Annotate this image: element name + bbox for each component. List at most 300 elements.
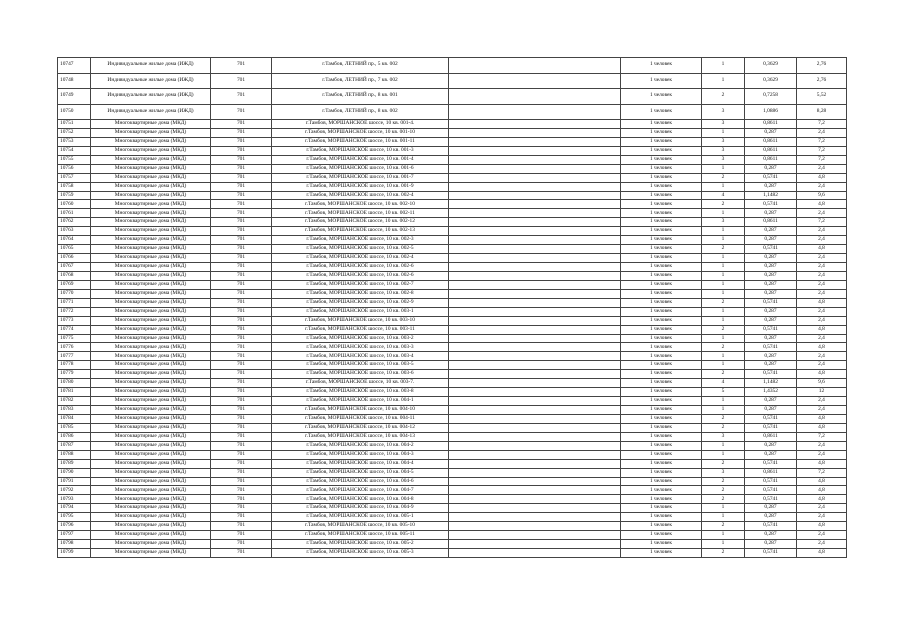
row-id-cell: 10758 <box>58 182 91 191</box>
service-code-cell: 701 <box>211 120 272 129</box>
address-cell: г.Тамбов, МОРШАНСКОЕ шоссе, 10 кв. 004-4 <box>272 459 449 468</box>
unit-cell: 1 человек <box>621 227 702 236</box>
value-2-cell: 4,8 <box>797 200 847 209</box>
row-id-cell: 10762 <box>58 218 91 227</box>
unit-cell: 1 человек <box>621 307 702 316</box>
row-id-cell: 10765 <box>58 245 91 254</box>
row-id-cell: 10761 <box>58 209 91 218</box>
value-1-cell: 0,287 <box>745 227 797 236</box>
building-type-cell: Многоквартирные дома (МКД) <box>91 263 211 272</box>
service-code-cell: 701 <box>211 289 272 298</box>
table-row <box>58 89 847 105</box>
address-cell: г.Тамбов, ЛЕТНИЙ пр., 5 кв. 002 <box>272 58 449 74</box>
address-cell: г.Тамбов, МОРШАНСКОЕ шоссе, 10 кв. 001-3 <box>272 146 449 155</box>
empty-cell <box>449 73 621 89</box>
table-row <box>58 334 847 343</box>
unit-cell: 1 человек <box>621 397 702 406</box>
table-row <box>58 325 847 334</box>
unit-cell: 1 человек <box>621 218 702 227</box>
row-id-cell: 10771 <box>58 298 91 307</box>
count-cell: 4 <box>702 191 745 200</box>
row-id-cell: 10764 <box>58 236 91 245</box>
unit-cell: 1 человек <box>621 352 702 361</box>
service-code-cell: 701 <box>211 522 272 531</box>
value-1-cell: 0,287 <box>745 128 797 137</box>
address-cell: г.Тамбов, МОРШАНСКОЕ шоссе, 10 кв. 002-4 <box>272 191 449 200</box>
unit-cell: 1 человек <box>621 182 702 191</box>
address-cell: г.Тамбов, МОРШАНСКОЕ шоссе, 10 кв. 002-11 <box>272 209 449 218</box>
table-row <box>58 522 847 531</box>
address-cell: г.Тамбов, МОРШАНСКОЕ шоссе, 10 кв. 002-9 <box>272 298 449 307</box>
row-id-cell: 10751 <box>58 120 91 129</box>
empty-cell <box>449 209 621 218</box>
building-type-cell: Многоквартирные дома (МКД) <box>91 486 211 495</box>
unit-cell: 1 человек <box>621 200 702 209</box>
row-id-cell: 10798 <box>58 540 91 549</box>
empty-cell <box>449 361 621 370</box>
row-id-cell: 10747 <box>58 58 91 74</box>
value-1-cell: 0,5741 <box>745 343 797 352</box>
count-cell: 3 <box>702 468 745 477</box>
unit-cell: 1 человек <box>621 263 702 272</box>
value-2-cell: 7,2 <box>797 155 847 164</box>
address-cell: г.Тамбов, МОРШАНСКОЕ шоссе, 10 кв. 002-10 <box>272 200 449 209</box>
empty-cell <box>449 406 621 415</box>
value-2-cell: 4,8 <box>797 245 847 254</box>
count-cell: 1 <box>702 397 745 406</box>
count-cell: 1 <box>702 540 745 549</box>
row-id-cell: 10786 <box>58 432 91 441</box>
table-row <box>58 173 847 182</box>
service-code-cell: 701 <box>211 406 272 415</box>
address-cell: г.Тамбов, МОРШАНСКОЕ шоссе, 10 кв. 005-2 <box>272 540 449 549</box>
row-id-cell: 10770 <box>58 289 91 298</box>
value-2-cell: 4,8 <box>797 343 847 352</box>
value-2-cell: 9,6 <box>797 379 847 388</box>
service-code-cell: 701 <box>211 280 272 289</box>
empty-cell <box>449 164 621 173</box>
row-id-cell: 10760 <box>58 200 91 209</box>
row-id-cell: 10774 <box>58 325 91 334</box>
value-2-cell: 2,76 <box>797 73 847 89</box>
empty-cell <box>449 379 621 388</box>
value-2-cell: 4,8 <box>797 486 847 495</box>
unit-cell: 1 человек <box>621 191 702 200</box>
value-2-cell: 5,52 <box>797 89 847 105</box>
unit-cell: 1 человек <box>621 245 702 254</box>
value-2-cell: 4,8 <box>797 370 847 379</box>
table-row <box>58 441 847 450</box>
row-id-cell: 10755 <box>58 155 91 164</box>
address-cell: г.Тамбов, МОРШАНСКОЕ шоссе, 10 кв. 005-11 <box>272 531 449 540</box>
count-cell: 3 <box>702 432 745 441</box>
table-row <box>58 236 847 245</box>
building-type-cell: Многоквартирные дома (МКД) <box>91 361 211 370</box>
building-type-cell: Многоквартирные дома (МКД) <box>91 334 211 343</box>
row-id-cell: 10781 <box>58 388 91 397</box>
count-cell: 2 <box>702 477 745 486</box>
building-type-cell: Многоквартирные дома (МКД) <box>91 298 211 307</box>
value-2-cell: 2,4 <box>797 540 847 549</box>
value-2-cell: 2,4 <box>797 271 847 280</box>
table-row <box>58 450 847 459</box>
value-1-cell: 0,5741 <box>745 486 797 495</box>
value-2-cell: 9,6 <box>797 191 847 200</box>
unit-cell: 1 человек <box>621 468 702 477</box>
address-cell: г.Тамбов, ЛЕТНИЙ пр., 7 кв. 002 <box>272 73 449 89</box>
unit-cell: 1 человек <box>621 459 702 468</box>
service-code-cell: 701 <box>211 316 272 325</box>
unit-cell: 1 человек <box>621 280 702 289</box>
value-2-cell: 4,8 <box>797 495 847 504</box>
unit-cell: 1 человек <box>621 495 702 504</box>
service-code-cell: 701 <box>211 343 272 352</box>
count-cell: 2 <box>702 459 745 468</box>
row-id-cell: 10778 <box>58 361 91 370</box>
value-2-cell: 2,4 <box>797 209 847 218</box>
empty-cell <box>449 334 621 343</box>
building-type-cell: Многоквартирные дома (МКД) <box>91 423 211 432</box>
empty-cell <box>449 89 621 105</box>
service-code-cell: 701 <box>211 361 272 370</box>
address-cell: г.Тамбов, МОРШАНСКОЕ шоссе, 10 кв. 003-8 <box>272 388 449 397</box>
value-2-cell: 7,2 <box>797 468 847 477</box>
unit-cell: 1 человек <box>621 289 702 298</box>
building-type-cell: Многоквартирные дома (МКД) <box>91 254 211 263</box>
value-2-cell: 7,2 <box>797 137 847 146</box>
unit-cell: 1 человек <box>621 209 702 218</box>
address-cell: г.Тамбов, ЛЕТНИЙ пр., 8 кв. 002 <box>272 104 449 120</box>
address-cell: г.Тамбов, МОРШАНСКОЕ шоссе, 10 кв. 002-13 <box>272 227 449 236</box>
empty-cell <box>449 128 621 137</box>
value-2-cell: 2,4 <box>797 504 847 513</box>
building-type-cell: Многоквартирные дома (МКД) <box>91 173 211 182</box>
empty-cell <box>449 540 621 549</box>
building-type-cell: Многоквартирные дома (МКД) <box>91 388 211 397</box>
count-cell: 2 <box>702 298 745 307</box>
empty-cell <box>449 191 621 200</box>
address-cell: г.Тамбов, МОРШАНСКОЕ шоссе, 10 кв. 002-6 <box>272 263 449 272</box>
address-cell: г.Тамбов, МОРШАНСКОЕ шоссе, 10 кв. 004-7 <box>272 486 449 495</box>
table-row <box>58 513 847 522</box>
value-2-cell: 2,76 <box>797 58 847 74</box>
empty-cell <box>449 146 621 155</box>
service-code-cell: 701 <box>211 227 272 236</box>
value-1-cell: 0,8611 <box>745 432 797 441</box>
table-row <box>58 361 847 370</box>
building-type-cell: Многоквартирные дома (МКД) <box>91 316 211 325</box>
building-type-cell: Многоквартирные дома (МКД) <box>91 236 211 245</box>
value-2-cell: 2,4 <box>797 164 847 173</box>
count-cell: 1 <box>702 361 745 370</box>
unit-cell: 1 человек <box>621 540 702 549</box>
value-1-cell: 0,5741 <box>745 414 797 423</box>
service-code-cell: 701 <box>211 164 272 173</box>
service-code-cell: 701 <box>211 307 272 316</box>
building-type-cell: Многоквартирные дома (МКД) <box>91 432 211 441</box>
empty-cell <box>449 104 621 120</box>
table-row <box>58 289 847 298</box>
unit-cell: 1 человек <box>621 450 702 459</box>
empty-cell <box>449 468 621 477</box>
building-type-cell: Многоквартирные дома (МКД) <box>91 325 211 334</box>
document-page <box>57 57 847 558</box>
row-id-cell: 10750 <box>58 104 91 120</box>
building-type-cell: Многоквартирные дома (МКД) <box>91 307 211 316</box>
value-1-cell: 0,7258 <box>745 89 797 105</box>
empty-cell <box>449 522 621 531</box>
unit-cell: 1 человек <box>621 164 702 173</box>
count-cell: 1 <box>702 450 745 459</box>
row-id-cell: 10772 <box>58 307 91 316</box>
value-1-cell: 0,287 <box>745 361 797 370</box>
row-id-cell: 10788 <box>58 450 91 459</box>
building-type-cell: Многоквартирные дома (МКД) <box>91 120 211 129</box>
address-cell: г.Тамбов, МОРШАНСКОЕ шоссе, 10 кв. 002-12 <box>272 218 449 227</box>
address-cell: г.Тамбов, МОРШАНСКОЕ шоссе, 10 кв. 004-11 <box>272 414 449 423</box>
empty-cell <box>449 549 621 558</box>
service-code-cell: 701 <box>211 414 272 423</box>
value-2-cell: 7,2 <box>797 146 847 155</box>
building-type-cell: Многоквартирные дома (МКД) <box>91 495 211 504</box>
service-code-cell: 701 <box>211 325 272 334</box>
unit-cell: 1 человек <box>621 343 702 352</box>
row-id-cell: 10796 <box>58 522 91 531</box>
row-id-cell: 10787 <box>58 441 91 450</box>
building-type-cell: Многоквартирные дома (МКД) <box>91 245 211 254</box>
service-code-cell: 701 <box>211 379 272 388</box>
value-1-cell: 0,287 <box>745 406 797 415</box>
unit-cell: 1 человек <box>621 441 702 450</box>
empty-cell <box>449 316 621 325</box>
building-type-cell: Многоквартирные дома (МКД) <box>91 513 211 522</box>
unit-cell: 1 человек <box>621 146 702 155</box>
value-1-cell: 1,4352 <box>745 388 797 397</box>
row-id-cell: 10757 <box>58 173 91 182</box>
address-cell: г.Тамбов, МОРШАНСКОЕ шоссе, 10 кв. 001-6 <box>272 164 449 173</box>
count-cell: 3 <box>702 155 745 164</box>
row-id-cell: 10769 <box>58 280 91 289</box>
count-cell: 2 <box>702 173 745 182</box>
address-cell: г.Тамбов, МОРШАНСКОЕ шоссе, 10 кв. 003-3 <box>272 343 449 352</box>
building-type-cell: Многоквартирные дома (МКД) <box>91 504 211 513</box>
count-cell: 1 <box>702 73 745 89</box>
building-type-cell: Многоквартирные дома (МКД) <box>91 343 211 352</box>
value-1-cell: 0,8611 <box>745 155 797 164</box>
count-cell: 2 <box>702 522 745 531</box>
unit-cell: 1 человек <box>621 73 702 89</box>
row-id-cell: 10784 <box>58 414 91 423</box>
address-cell: г.Тамбов, МОРШАНСКОЕ шоссе, 10 кв. 002-6 <box>272 271 449 280</box>
service-code-cell: 701 <box>211 370 272 379</box>
value-2-cell: 2,4 <box>797 254 847 263</box>
address-cell: г.Тамбов, МОРШАНСКОЕ шоссе, 10 кв. 002-4 <box>272 254 449 263</box>
value-1-cell: 0,287 <box>745 164 797 173</box>
address-cell: г.Тамбов, МОРШАНСКОЕ шоссе, 10 кв. 005-1 <box>272 513 449 522</box>
row-id-cell: 10799 <box>58 549 91 558</box>
value-1-cell: 1,1482 <box>745 379 797 388</box>
building-type-cell: Многоквартирные дома (МКД) <box>91 218 211 227</box>
value-1-cell: 0,287 <box>745 504 797 513</box>
empty-cell <box>449 58 621 74</box>
table-row <box>58 263 847 272</box>
service-code-cell: 701 <box>211 146 272 155</box>
row-id-cell: 10752 <box>58 128 91 137</box>
value-2-cell: 7,2 <box>797 218 847 227</box>
count-cell: 1 <box>702 227 745 236</box>
data-table <box>57 57 847 558</box>
table-row <box>58 137 847 146</box>
value-1-cell: 0,3629 <box>745 58 797 74</box>
empty-cell <box>449 450 621 459</box>
building-type-cell: Многоквартирные дома (МКД) <box>91 414 211 423</box>
empty-cell <box>449 137 621 146</box>
building-type-cell: Многоквартирные дома (МКД) <box>91 352 211 361</box>
building-type-cell: Индивидуальные жилые дома (ИЖД) <box>91 89 211 105</box>
row-id-cell: 10780 <box>58 379 91 388</box>
building-type-cell: Многоквартирные дома (МКД) <box>91 289 211 298</box>
empty-cell <box>449 486 621 495</box>
empty-cell <box>449 343 621 352</box>
empty-cell <box>449 477 621 486</box>
service-code-cell: 701 <box>211 263 272 272</box>
unit-cell: 1 человек <box>621 254 702 263</box>
building-type-cell: Многоквартирные дома (МКД) <box>91 406 211 415</box>
building-type-cell: Многоквартирные дома (МКД) <box>91 549 211 558</box>
value-1-cell: 0,287 <box>745 254 797 263</box>
unit-cell: 1 человек <box>621 432 702 441</box>
unit-cell: 1 человек <box>621 522 702 531</box>
value-1-cell: 0,5741 <box>745 298 797 307</box>
value-2-cell: 7,2 <box>797 432 847 441</box>
count-cell: 2 <box>702 423 745 432</box>
value-2-cell: 2,4 <box>797 406 847 415</box>
table-row <box>58 414 847 423</box>
table-row <box>58 423 847 432</box>
empty-cell <box>449 504 621 513</box>
service-code-cell: 701 <box>211 254 272 263</box>
value-2-cell: 4,8 <box>797 477 847 486</box>
count-cell: 2 <box>702 370 745 379</box>
value-1-cell: 0,5741 <box>745 200 797 209</box>
empty-cell <box>449 173 621 182</box>
building-type-cell: Многоквартирные дома (МКД) <box>91 227 211 236</box>
row-id-cell: 10783 <box>58 406 91 415</box>
unit-cell: 1 человек <box>621 89 702 105</box>
value-1-cell: 0,8611 <box>745 468 797 477</box>
unit-cell: 1 человек <box>621 271 702 280</box>
count-cell: 2 <box>702 549 745 558</box>
building-type-cell: Многоквартирные дома (МКД) <box>91 379 211 388</box>
value-1-cell: 0,8611 <box>745 120 797 129</box>
count-cell: 2 <box>702 486 745 495</box>
count-cell: 1 <box>702 352 745 361</box>
table-row <box>58 397 847 406</box>
value-2-cell: 2,4 <box>797 128 847 137</box>
empty-cell <box>449 236 621 245</box>
empty-cell <box>449 531 621 540</box>
service-code-cell: 701 <box>211 200 272 209</box>
value-2-cell: 4,8 <box>797 423 847 432</box>
address-cell: г.Тамбов, МОРШАНСКОЕ шоссе, 10 кв. 004-9 <box>272 504 449 513</box>
unit-cell: 1 человек <box>621 325 702 334</box>
row-id-cell: 10791 <box>58 477 91 486</box>
row-id-cell: 10775 <box>58 334 91 343</box>
service-code-cell: 701 <box>211 73 272 89</box>
count-cell: 3 <box>702 104 745 120</box>
service-code-cell: 701 <box>211 155 272 164</box>
table-row <box>58 307 847 316</box>
empty-cell <box>449 423 621 432</box>
value-1-cell: 0,287 <box>745 236 797 245</box>
service-code-cell: 701 <box>211 334 272 343</box>
empty-cell <box>449 325 621 334</box>
building-type-cell: Многоквартирные дома (МКД) <box>91 191 211 200</box>
value-1-cell: 0,287 <box>745 334 797 343</box>
unit-cell: 1 человек <box>621 334 702 343</box>
row-id-cell: 10768 <box>58 271 91 280</box>
count-cell: 1 <box>702 182 745 191</box>
address-cell: г.Тамбов, МОРШАНСКОЕ шоссе, 10 кв. 004-12 <box>272 423 449 432</box>
count-cell: 4 <box>702 379 745 388</box>
value-2-cell: 4,8 <box>797 298 847 307</box>
value-1-cell: 0,5741 <box>745 245 797 254</box>
value-1-cell: 1,1482 <box>745 191 797 200</box>
table-row <box>58 245 847 254</box>
building-type-cell: Многоквартирные дома (МКД) <box>91 200 211 209</box>
address-cell: г.Тамбов, МОРШАНСКОЕ шоссе, 10 кв. 004-13 <box>272 432 449 441</box>
address-cell: г.Тамбов, МОРШАНСКОЕ шоссе, 10 кв. 001-4 <box>272 155 449 164</box>
empty-cell <box>449 263 621 272</box>
unit-cell: 1 человек <box>621 128 702 137</box>
count-cell: 1 <box>702 513 745 522</box>
address-cell: г.Тамбов, МОРШАНСКОЕ шоссе, 10 кв. 003-7. <box>272 379 449 388</box>
count-cell: 1 <box>702 441 745 450</box>
service-code-cell: 701 <box>211 191 272 200</box>
building-type-cell: Многоквартирные дома (МКД) <box>91 459 211 468</box>
value-2-cell: 4,8 <box>797 459 847 468</box>
value-2-cell: 8,28 <box>797 104 847 120</box>
row-id-cell: 10767 <box>58 263 91 272</box>
value-1-cell: 0,287 <box>745 182 797 191</box>
building-type-cell: Многоквартирные дома (МКД) <box>91 540 211 549</box>
value-1-cell: 0,287 <box>745 352 797 361</box>
service-code-cell: 701 <box>211 459 272 468</box>
table-row <box>58 343 847 352</box>
row-id-cell: 10779 <box>58 370 91 379</box>
row-id-cell: 10785 <box>58 423 91 432</box>
address-cell: г.Тамбов, МОРШАНСКОЕ шоссе, 10 кв. 002-3 <box>272 236 449 245</box>
address-cell: г.Тамбов, МОРШАНСКОЕ шоссе, 10 кв. 003-4 <box>272 352 449 361</box>
table-row <box>58 549 847 558</box>
value-2-cell: 2,4 <box>797 289 847 298</box>
service-code-cell: 701 <box>211 432 272 441</box>
value-1-cell: 0,287 <box>745 271 797 280</box>
empty-cell <box>449 495 621 504</box>
address-cell: г.Тамбов, МОРШАНСКОЕ шоссе, 10 кв. 003-11 <box>272 325 449 334</box>
building-type-cell: Многоквартирные дома (МКД) <box>91 468 211 477</box>
building-type-cell: Многоквартирные дома (МКД) <box>91 397 211 406</box>
row-id-cell: 10766 <box>58 254 91 263</box>
row-id-cell: 10773 <box>58 316 91 325</box>
empty-cell <box>449 441 621 450</box>
building-type-cell: Многоквартирные дома (МКД) <box>91 522 211 531</box>
empty-cell <box>449 254 621 263</box>
empty-cell <box>449 414 621 423</box>
service-code-cell: 701 <box>211 486 272 495</box>
value-1-cell: 0,287 <box>745 450 797 459</box>
count-cell: 3 <box>702 146 745 155</box>
